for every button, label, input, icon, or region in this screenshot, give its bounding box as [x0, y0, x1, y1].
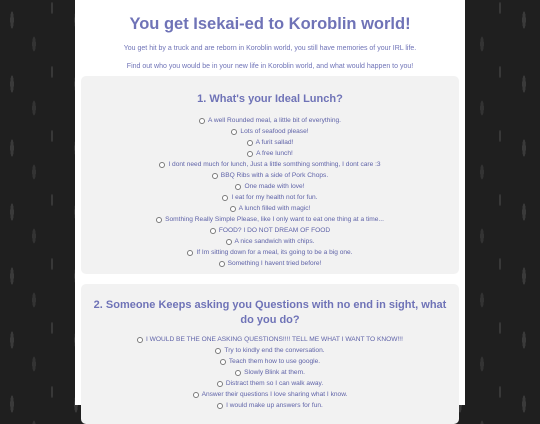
answer-option-label: I would make up answers for fun. [226, 402, 323, 409]
answer-option[interactable] [81, 389, 459, 400]
radio-button[interactable] [212, 173, 218, 179]
answer-option-label: I eat for my health not for fun. [231, 194, 318, 201]
radio-button[interactable] [247, 140, 253, 146]
answer-option-label: Distract them so I can walk away. [225, 380, 324, 387]
answer-option-label: I dont need much for lunch, Just a little somthing somthing, I dont care :3 [168, 161, 381, 168]
answer-option-label: Answer their questions I love sharing what I know. [201, 391, 348, 398]
answer-option[interactable] [81, 126, 459, 137]
answer-option-label: A well Rounded meal, a little bit of everything. [207, 117, 342, 124]
answer-option[interactable] [81, 258, 459, 269]
radio-button[interactable] [137, 337, 143, 343]
radio-button[interactable] [156, 217, 162, 223]
answer-option[interactable] [81, 334, 459, 345]
radio-button[interactable] [220, 359, 226, 365]
radio-button[interactable] [210, 228, 216, 234]
radio-button[interactable] [226, 239, 232, 245]
intro-text: Find out who you would be in your new life in Koroblin world, and what would happen to you! [126, 63, 414, 70]
answer-option[interactable] [81, 159, 459, 170]
answer-option-label: FOOD? I DO NOT DREAM OF FOOD [218, 227, 331, 234]
answer-option[interactable] [81, 148, 459, 159]
answer-option[interactable] [81, 367, 459, 378]
answer-option[interactable] [81, 115, 459, 126]
answer-option[interactable] [81, 356, 459, 367]
answer-option[interactable] [81, 345, 459, 356]
answer-option[interactable] [81, 378, 459, 389]
quiz-page [75, 0, 465, 409]
radio-button[interactable] [222, 195, 228, 201]
radio-button[interactable] [235, 370, 241, 376]
answer-option-label: I WOULD BE THE ONE ASKING QUESTIONS!!!! TELL ME WHAT I WANT TO KNOW!!! [146, 336, 403, 343]
answer-option[interactable] [81, 236, 459, 247]
question-card-1 [81, 76, 459, 274]
answer-option-label: Something I havent tried before! [227, 260, 322, 267]
question-title: 2. Someone Keeps asking you Questions with no end in sight, what do you do? [93, 299, 447, 326]
answer-option-label: Try to kindly end the conversation. [224, 347, 325, 354]
radio-button[interactable] [230, 206, 236, 212]
radio-button[interactable] [235, 184, 241, 190]
answer-option-label: A nice sandwich with chips. [234, 238, 315, 245]
answer-option-label: If Im sitting down for a meal, its going to be a big one. [196, 249, 353, 256]
radio-button[interactable] [217, 403, 223, 409]
answer-option-label: A lunch filled with magic! [238, 205, 311, 212]
question-card-2 [81, 284, 459, 424]
intro-text: You get hit by a truck and are reborn in Koroblin world, you still have memories of your IRL life. [123, 45, 417, 52]
answer-option[interactable] [81, 247, 459, 258]
radio-button[interactable] [215, 348, 221, 354]
answer-options [81, 334, 459, 411]
answer-option[interactable] [81, 203, 459, 214]
answer-option-label: Lots of seafood please! [240, 128, 309, 135]
radio-button[interactable] [187, 250, 193, 256]
answer-option-label: BBQ Ribs with a side of Pork Chops. [220, 172, 329, 179]
radio-button[interactable] [199, 118, 205, 124]
answer-option-label: Teach them how to use google. [228, 358, 321, 365]
answer-option[interactable] [81, 137, 459, 148]
radio-button[interactable] [219, 261, 225, 267]
answer-option-label: One made with love! [244, 183, 305, 190]
answer-option[interactable] [81, 170, 459, 181]
radio-button[interactable] [247, 151, 253, 157]
answer-option-label: A furit sallad! [255, 139, 294, 146]
radio-button[interactable] [159, 162, 165, 168]
answer-option-label: Somthing Really Simple Please, like I only want to eat one thing at a time... [165, 216, 384, 223]
answer-option-label: Slowly Blink at them. [244, 369, 305, 376]
question-title: 1. What's your Ideal Lunch? [197, 93, 343, 105]
answer-option[interactable] [81, 181, 459, 192]
answer-options [81, 115, 459, 269]
radio-button[interactable] [231, 129, 237, 135]
answer-option-label: A free lunch! [256, 150, 293, 157]
answer-option[interactable] [81, 214, 459, 225]
answer-option[interactable] [81, 192, 459, 203]
answer-option[interactable] [81, 225, 459, 236]
radio-button[interactable] [193, 392, 199, 398]
answer-option[interactable] [81, 400, 459, 411]
page-title: You get Isekai-ed to Koroblin world! [129, 15, 411, 33]
radio-button[interactable] [217, 381, 223, 387]
